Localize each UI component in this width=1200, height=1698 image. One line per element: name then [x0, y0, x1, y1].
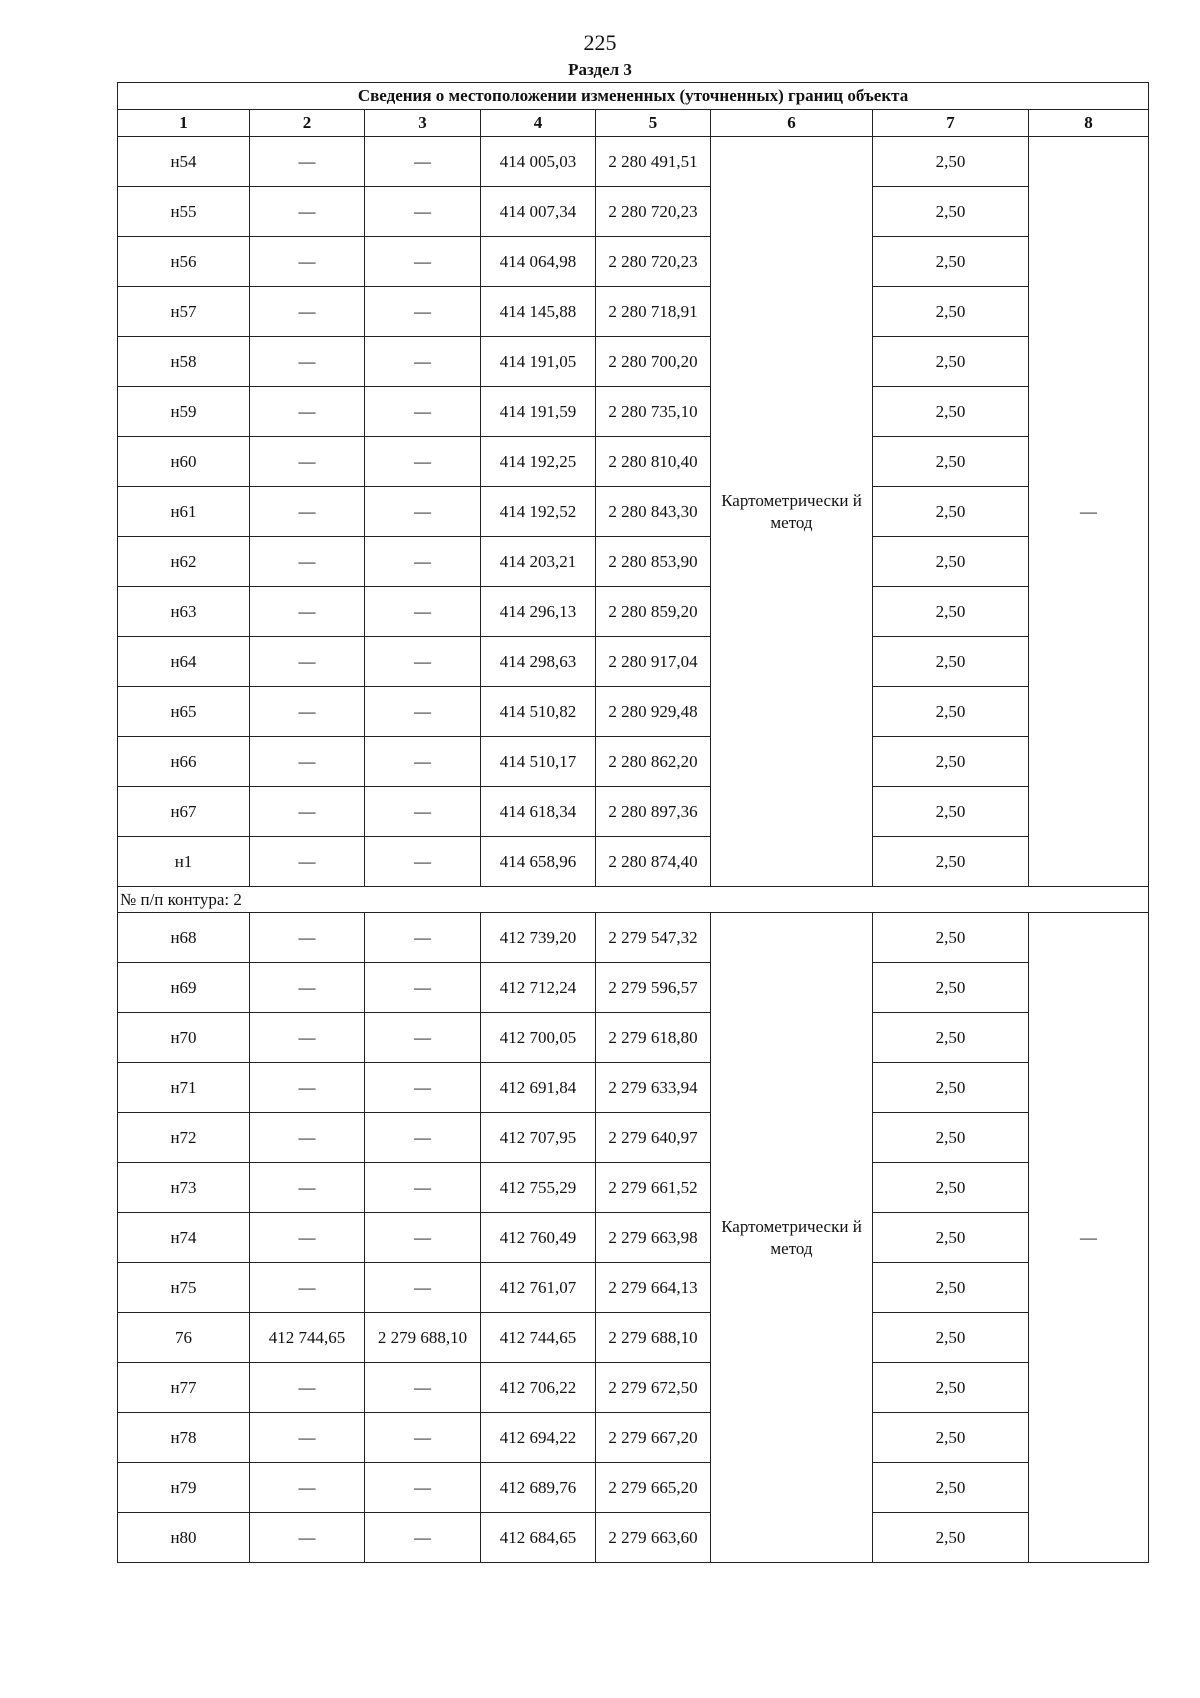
- determination-method: Картометрически й метод: [711, 913, 873, 1563]
- contour-1-block: [118, 137, 1149, 887]
- point-number: н68: [118, 913, 250, 963]
- old-x-coordinate: —: [250, 187, 365, 237]
- old-y-coordinate: —: [365, 137, 481, 187]
- precision-value: 2,50: [873, 1263, 1029, 1313]
- determination-method: Картометрически й метод: [711, 137, 873, 887]
- table-row: [118, 1463, 1149, 1513]
- new-x-coordinate: 414 005,03: [481, 137, 596, 187]
- new-x-coordinate: 412 744,65: [481, 1313, 596, 1363]
- old-y-coordinate: —: [365, 637, 481, 687]
- old-x-coordinate: —: [250, 1063, 365, 1113]
- precision-value: 2,50: [873, 1513, 1029, 1563]
- point-number: 76: [118, 1313, 250, 1363]
- precision-value: 2,50: [873, 1063, 1029, 1113]
- point-number: н70: [118, 1013, 250, 1063]
- old-x-coordinate: —: [250, 1263, 365, 1313]
- precision-value: 2,50: [873, 337, 1029, 387]
- new-x-coordinate: 412 684,65: [481, 1513, 596, 1563]
- point-number: н79: [118, 1463, 250, 1513]
- contour-label: № п/п контура: 2: [118, 887, 1149, 913]
- point-number: н63: [118, 587, 250, 637]
- point-number: н64: [118, 637, 250, 687]
- new-x-coordinate: 412 707,95: [481, 1113, 596, 1163]
- point-number: н65: [118, 687, 250, 737]
- table-row: [118, 1513, 1149, 1563]
- old-x-coordinate: —: [250, 1413, 365, 1463]
- old-y-coordinate: —: [365, 387, 481, 437]
- table-row: [118, 1363, 1149, 1413]
- table-row: [118, 787, 1149, 837]
- precision-value: 2,50: [873, 1313, 1029, 1363]
- old-x-coordinate: —: [250, 387, 365, 437]
- old-y-coordinate: —: [365, 787, 481, 837]
- old-x-coordinate: 412 744,65: [250, 1313, 365, 1363]
- precision-value: 2,50: [873, 487, 1029, 537]
- column-number-row: [118, 110, 1149, 137]
- table-row: [118, 387, 1149, 437]
- column-number: 3: [365, 110, 481, 137]
- new-y-coordinate: 2 279 664,13: [596, 1263, 711, 1313]
- precision-value: 2,50: [873, 137, 1029, 187]
- precision-value: 2,50: [873, 1213, 1029, 1263]
- old-y-coordinate: —: [365, 1263, 481, 1313]
- old-x-coordinate: —: [250, 1513, 365, 1563]
- old-y-coordinate: —: [365, 487, 481, 537]
- old-x-coordinate: —: [250, 637, 365, 687]
- new-y-coordinate: 2 280 718,91: [596, 287, 711, 337]
- old-y-coordinate: —: [365, 337, 481, 387]
- old-y-coordinate: —: [365, 1213, 481, 1263]
- table-row: [118, 1263, 1149, 1313]
- column-number: 5: [596, 110, 711, 137]
- table-row: [118, 837, 1149, 887]
- table-row: [118, 687, 1149, 737]
- precision-value: 2,50: [873, 1463, 1029, 1513]
- new-y-coordinate: 2 279 672,50: [596, 1363, 711, 1413]
- old-y-coordinate: —: [365, 237, 481, 287]
- new-y-coordinate: 2 280 862,20: [596, 737, 711, 787]
- new-x-coordinate: 414 510,17: [481, 737, 596, 787]
- old-y-coordinate: —: [365, 287, 481, 337]
- precision-value: 2,50: [873, 287, 1029, 337]
- new-y-coordinate: 2 279 640,97: [596, 1113, 711, 1163]
- old-x-coordinate: —: [250, 437, 365, 487]
- new-y-coordinate: 2 280 735,10: [596, 387, 711, 437]
- old-x-coordinate: —: [250, 1363, 365, 1413]
- point-number: н1: [118, 837, 250, 887]
- new-y-coordinate: 2 279 688,10: [596, 1313, 711, 1363]
- old-y-coordinate: —: [365, 1163, 481, 1213]
- table-row: [118, 1213, 1149, 1263]
- old-y-coordinate: —: [365, 1463, 481, 1513]
- new-x-coordinate: 412 739,20: [481, 913, 596, 963]
- point-number: н54: [118, 137, 250, 187]
- precision-value: 2,50: [873, 1113, 1029, 1163]
- old-y-coordinate: —: [365, 687, 481, 737]
- new-y-coordinate: 2 279 547,32: [596, 913, 711, 963]
- table-row: [118, 187, 1149, 237]
- contour-2-header: [118, 887, 1149, 913]
- point-number: н62: [118, 537, 250, 587]
- old-x-coordinate: —: [250, 837, 365, 887]
- table-row: [118, 737, 1149, 787]
- old-y-coordinate: —: [365, 587, 481, 637]
- old-y-coordinate: —: [365, 1413, 481, 1463]
- new-y-coordinate: 2 279 665,20: [596, 1463, 711, 1513]
- table-row: [118, 137, 1149, 187]
- new-x-coordinate: 412 706,22: [481, 1363, 596, 1413]
- table-row: [118, 1313, 1149, 1363]
- point-number: н72: [118, 1113, 250, 1163]
- point-number: н77: [118, 1363, 250, 1413]
- column-8-value: —: [1029, 913, 1149, 1563]
- new-y-coordinate: 2 280 917,04: [596, 637, 711, 687]
- new-y-coordinate: 2 279 633,94: [596, 1063, 711, 1113]
- old-x-coordinate: —: [250, 537, 365, 587]
- old-y-coordinate: 2 279 688,10: [365, 1313, 481, 1363]
- point-number: н71: [118, 1063, 250, 1113]
- new-y-coordinate: 2 280 720,23: [596, 237, 711, 287]
- page-number: 225: [583, 30, 617, 55]
- new-x-coordinate: 412 700,05: [481, 1013, 596, 1063]
- new-y-coordinate: 2 279 661,52: [596, 1163, 711, 1213]
- old-x-coordinate: —: [250, 287, 365, 337]
- new-y-coordinate: 2 280 853,90: [596, 537, 711, 587]
- table-row: [118, 1413, 1149, 1463]
- old-x-coordinate: —: [250, 487, 365, 537]
- precision-value: 2,50: [873, 1013, 1029, 1063]
- table-row: [118, 913, 1149, 963]
- point-number: н78: [118, 1413, 250, 1463]
- table-row: [118, 437, 1149, 487]
- old-x-coordinate: —: [250, 587, 365, 637]
- new-x-coordinate: 414 191,59: [481, 387, 596, 437]
- table-row: [118, 487, 1149, 537]
- point-number: н80: [118, 1513, 250, 1563]
- point-number: н56: [118, 237, 250, 287]
- point-number: н61: [118, 487, 250, 537]
- new-y-coordinate: 2 279 596,57: [596, 963, 711, 1013]
- old-x-coordinate: —: [250, 913, 365, 963]
- point-number: н59: [118, 387, 250, 437]
- old-x-coordinate: —: [250, 237, 365, 287]
- old-y-coordinate: —: [365, 737, 481, 787]
- contour-2-block: [118, 913, 1149, 1563]
- new-y-coordinate: 2 279 618,80: [596, 1013, 711, 1063]
- precision-value: 2,50: [873, 963, 1029, 1013]
- new-y-coordinate: 2 280 810,40: [596, 437, 711, 487]
- old-y-coordinate: —: [365, 1113, 481, 1163]
- table-row: [118, 963, 1149, 1013]
- point-number: н60: [118, 437, 250, 487]
- table-row: [118, 537, 1149, 587]
- precision-value: 2,50: [873, 1163, 1029, 1213]
- new-y-coordinate: 2 280 859,20: [596, 587, 711, 637]
- old-x-coordinate: —: [250, 687, 365, 737]
- new-x-coordinate: 414 191,05: [481, 337, 596, 387]
- column-number: 2: [250, 110, 365, 137]
- table-row: [118, 237, 1149, 287]
- old-y-coordinate: —: [365, 837, 481, 887]
- new-y-coordinate: 2 280 874,40: [596, 837, 711, 887]
- old-y-coordinate: —: [365, 437, 481, 487]
- point-number: н55: [118, 187, 250, 237]
- point-number: н58: [118, 337, 250, 387]
- old-y-coordinate: —: [365, 537, 481, 587]
- old-y-coordinate: —: [365, 1013, 481, 1063]
- column-number: 4: [481, 110, 596, 137]
- old-x-coordinate: —: [250, 1013, 365, 1063]
- table-row: [118, 1013, 1149, 1063]
- old-x-coordinate: —: [250, 1113, 365, 1163]
- precision-value: 2,50: [873, 587, 1029, 637]
- new-x-coordinate: 414 192,25: [481, 437, 596, 487]
- table-row: [118, 337, 1149, 387]
- point-number: н75: [118, 1263, 250, 1313]
- column-number: 6: [711, 110, 873, 137]
- new-x-coordinate: 412 689,76: [481, 1463, 596, 1513]
- point-number: н57: [118, 287, 250, 337]
- new-x-coordinate: 412 755,29: [481, 1163, 596, 1213]
- new-x-coordinate: 414 192,52: [481, 487, 596, 537]
- new-x-coordinate: 414 145,88: [481, 287, 596, 337]
- new-x-coordinate: 414 510,82: [481, 687, 596, 737]
- old-x-coordinate: —: [250, 1163, 365, 1213]
- column-8-value: —: [1029, 137, 1149, 887]
- new-x-coordinate: 414 064,98: [481, 237, 596, 287]
- new-x-coordinate: 414 296,13: [481, 587, 596, 637]
- new-x-coordinate: 414 658,96: [481, 837, 596, 887]
- old-y-coordinate: —: [365, 187, 481, 237]
- precision-value: 2,50: [873, 237, 1029, 287]
- boundary-coordinates-table: [117, 82, 1149, 1563]
- precision-value: 2,50: [873, 737, 1029, 787]
- precision-value: 2,50: [873, 187, 1029, 237]
- new-x-coordinate: 412 694,22: [481, 1413, 596, 1463]
- table-row: [118, 1163, 1149, 1213]
- precision-value: 2,50: [873, 637, 1029, 687]
- table-row: [118, 587, 1149, 637]
- precision-value: 2,50: [873, 687, 1029, 737]
- old-x-coordinate: —: [250, 963, 365, 1013]
- old-y-coordinate: —: [365, 1363, 481, 1413]
- old-y-coordinate: —: [365, 913, 481, 963]
- point-number: н73: [118, 1163, 250, 1213]
- new-y-coordinate: 2 280 491,51: [596, 137, 711, 187]
- new-y-coordinate: 2 279 667,20: [596, 1413, 711, 1463]
- new-x-coordinate: 414 203,21: [481, 537, 596, 587]
- precision-value: 2,50: [873, 1363, 1029, 1413]
- precision-value: 2,50: [873, 837, 1029, 887]
- old-x-coordinate: —: [250, 137, 365, 187]
- new-y-coordinate: 2 280 700,20: [596, 337, 711, 387]
- old-x-coordinate: —: [250, 337, 365, 387]
- precision-value: 2,50: [873, 1413, 1029, 1463]
- new-y-coordinate: 2 280 929,48: [596, 687, 711, 737]
- old-x-coordinate: —: [250, 1463, 365, 1513]
- new-x-coordinate: 412 761,07: [481, 1263, 596, 1313]
- new-x-coordinate: 412 760,49: [481, 1213, 596, 1263]
- new-x-coordinate: 412 691,84: [481, 1063, 596, 1113]
- precision-value: 2,50: [873, 387, 1029, 437]
- point-number: н66: [118, 737, 250, 787]
- column-number: 1: [118, 110, 250, 137]
- new-x-coordinate: 412 712,24: [481, 963, 596, 1013]
- precision-value: 2,50: [873, 787, 1029, 837]
- old-x-coordinate: —: [250, 787, 365, 837]
- old-x-coordinate: —: [250, 1213, 365, 1263]
- new-y-coordinate: 2 280 897,36: [596, 787, 711, 837]
- new-y-coordinate: 2 280 843,30: [596, 487, 711, 537]
- precision-value: 2,50: [873, 913, 1029, 963]
- point-number: н69: [118, 963, 250, 1013]
- new-y-coordinate: 2 279 663,98: [596, 1213, 711, 1263]
- new-x-coordinate: 414 298,63: [481, 637, 596, 687]
- new-y-coordinate: 2 279 663,60: [596, 1513, 711, 1563]
- old-x-coordinate: —: [250, 737, 365, 787]
- new-x-coordinate: 414 618,34: [481, 787, 596, 837]
- column-number: 7: [873, 110, 1029, 137]
- table-row: [118, 287, 1149, 337]
- point-number: н67: [118, 787, 250, 837]
- new-y-coordinate: 2 280 720,23: [596, 187, 711, 237]
- old-y-coordinate: —: [365, 963, 481, 1013]
- table-row: [118, 1113, 1149, 1163]
- table-row: [118, 1063, 1149, 1113]
- new-x-coordinate: 414 007,34: [481, 187, 596, 237]
- old-y-coordinate: —: [365, 1513, 481, 1563]
- table-title: Сведения о местоположении измененных (уточненных) границ объекта: [118, 83, 1149, 110]
- precision-value: 2,50: [873, 437, 1029, 487]
- table-row: [118, 637, 1149, 687]
- column-number: 8: [1029, 110, 1149, 137]
- precision-value: 2,50: [873, 537, 1029, 587]
- point-number: н74: [118, 1213, 250, 1263]
- section-title: Раздел 3: [568, 60, 632, 79]
- old-y-coordinate: —: [365, 1063, 481, 1113]
